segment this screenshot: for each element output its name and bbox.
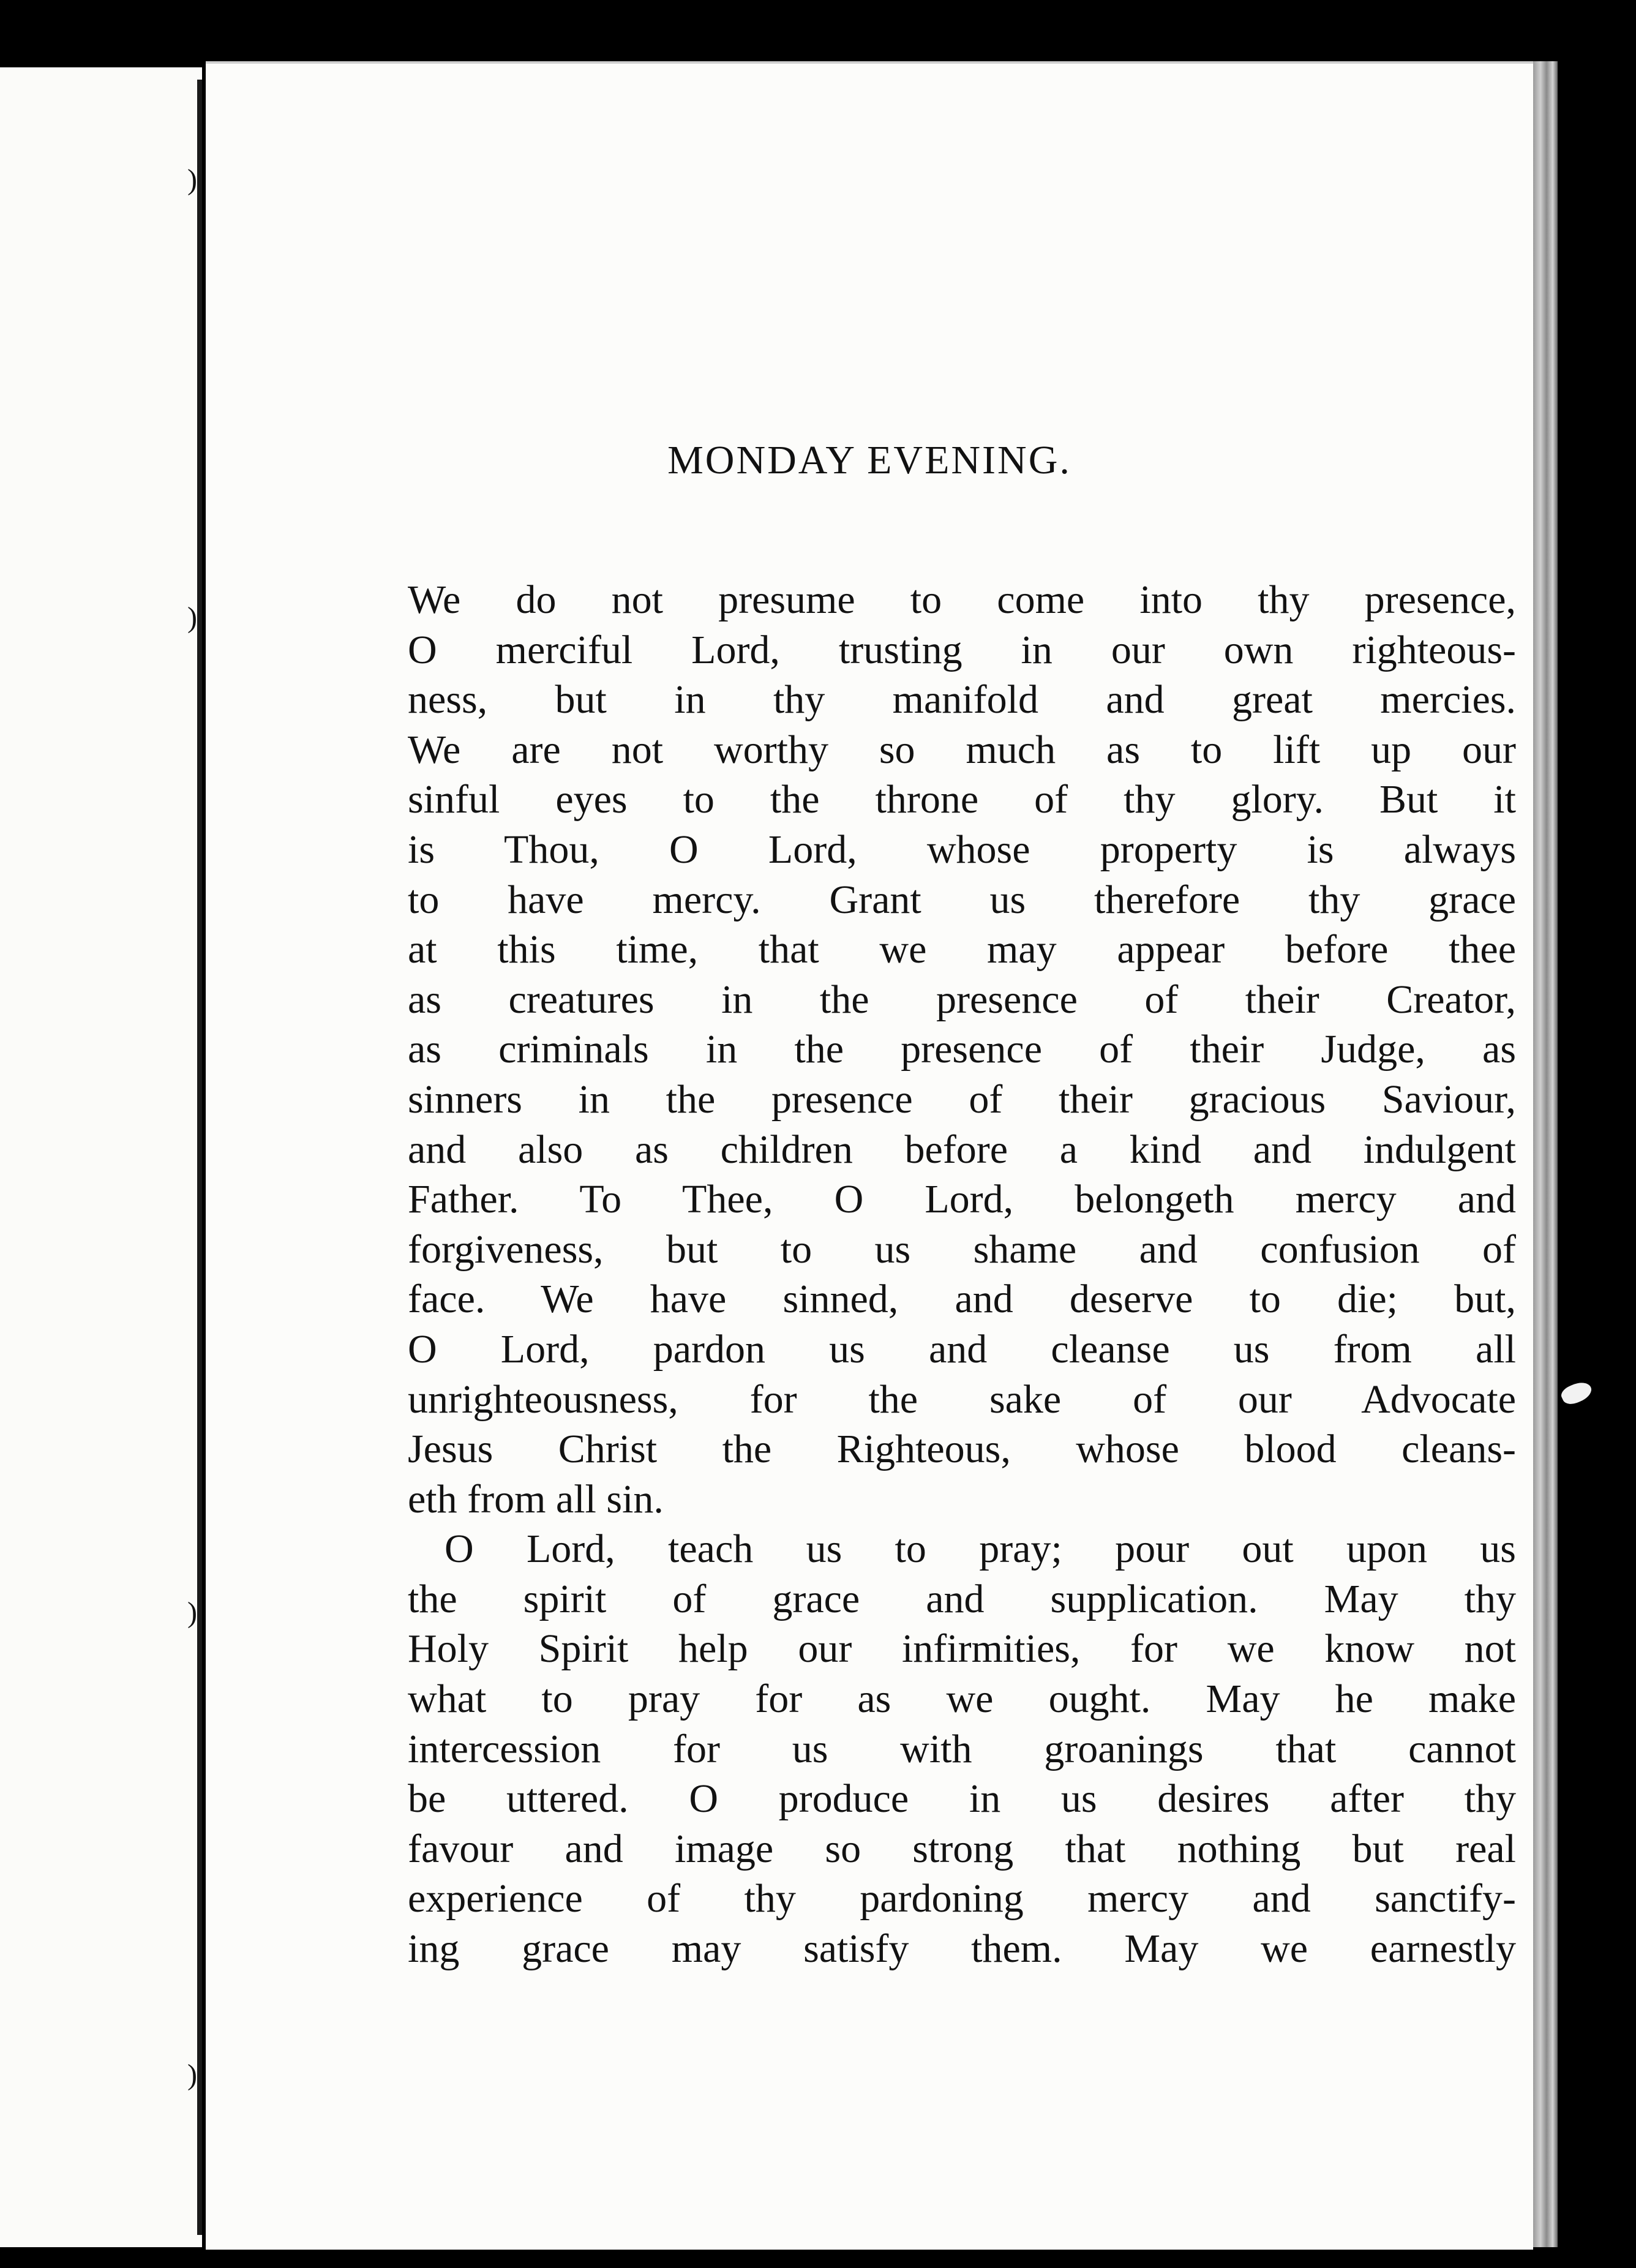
book-page — [206, 61, 1533, 2250]
facing-page-edge — [0, 67, 202, 2247]
text-line: as criminals in the presence of their Judge, as — [408, 1027, 1516, 1072]
gutter-stitch-mark: ) — [187, 601, 197, 634]
text-line: sinful eyes to the throne of thy glory. But it — [408, 777, 1516, 822]
paragraph — [408, 575, 1516, 1524]
gutter-stitch-mark: ) — [187, 2059, 197, 2091]
text-line: forgiveness, but to us shame and confusion of — [408, 1226, 1516, 1272]
text-line: be uttered. O produce in us desires after thy — [408, 1776, 1516, 1822]
text-line: sinners in the presence of their gracious Saviour, — [408, 1076, 1516, 1122]
text-line: O Lord, teach us to pray; pour out upon us — [445, 1526, 1516, 1572]
text-line: to have mercy. Grant us therefore thy grace — [408, 877, 1516, 922]
text-line: Father. To Thee, O Lord, belongeth mercy and — [408, 1177, 1516, 1222]
text-line: Holy Spirit help our infirmities, for we know not — [408, 1626, 1516, 1672]
body-text — [408, 575, 1516, 1974]
text-line: intercession for us with groanings that cannot — [408, 1726, 1516, 1771]
gutter-stitch-mark: ) — [187, 163, 197, 196]
text-line: is Thou, O Lord, whose property is always — [408, 827, 1516, 872]
text-line: ness, but in thy manifold and great mercies. — [408, 677, 1516, 723]
book-gutter — [197, 80, 202, 2235]
text-line: and also as children before a kind and indulgent — [408, 1127, 1516, 1172]
text-line: We are not worthy so much as to lift up our — [408, 727, 1516, 772]
text-line: what to pray for as we ought. May he make — [408, 1677, 1516, 1722]
text-line: unrighteousness, for the sake of our Advocate — [408, 1376, 1516, 1422]
text-line: favour and image so strong that nothing but real — [408, 1826, 1516, 1871]
text-line: Jesus Christ the Righteous, whose blood cleans- — [408, 1427, 1516, 1472]
text-line: ing grace may satisfy them. May we earnestly — [408, 1926, 1516, 1972]
text-line: O merciful Lord, trusting in our own righteous- — [408, 627, 1516, 672]
gutter-stitch-mark: ) — [187, 1596, 197, 1629]
page-stack-edge — [1533, 61, 1558, 2247]
text-line: O Lord, pardon us and cleanse us from all — [408, 1326, 1516, 1372]
page-heading: MONDAY EVENING. — [667, 438, 1071, 483]
text-line: the spirit of grace and supplication. May thy — [408, 1576, 1516, 1621]
text-line: We do not presume to come into thy presence, — [408, 577, 1516, 622]
text-line: eth from all sin. — [408, 1476, 664, 1522]
text-line: as creatures in the presence of their Creator, — [408, 977, 1516, 1022]
text-line: face. We have sinned, and deserve to die; but, — [408, 1277, 1516, 1322]
text-line: at this time, that we may appear before thee — [408, 927, 1516, 972]
paragraph — [408, 1524, 1516, 1973]
text-line: experience of thy pardoning mercy and sanctify- — [408, 1876, 1516, 1921]
